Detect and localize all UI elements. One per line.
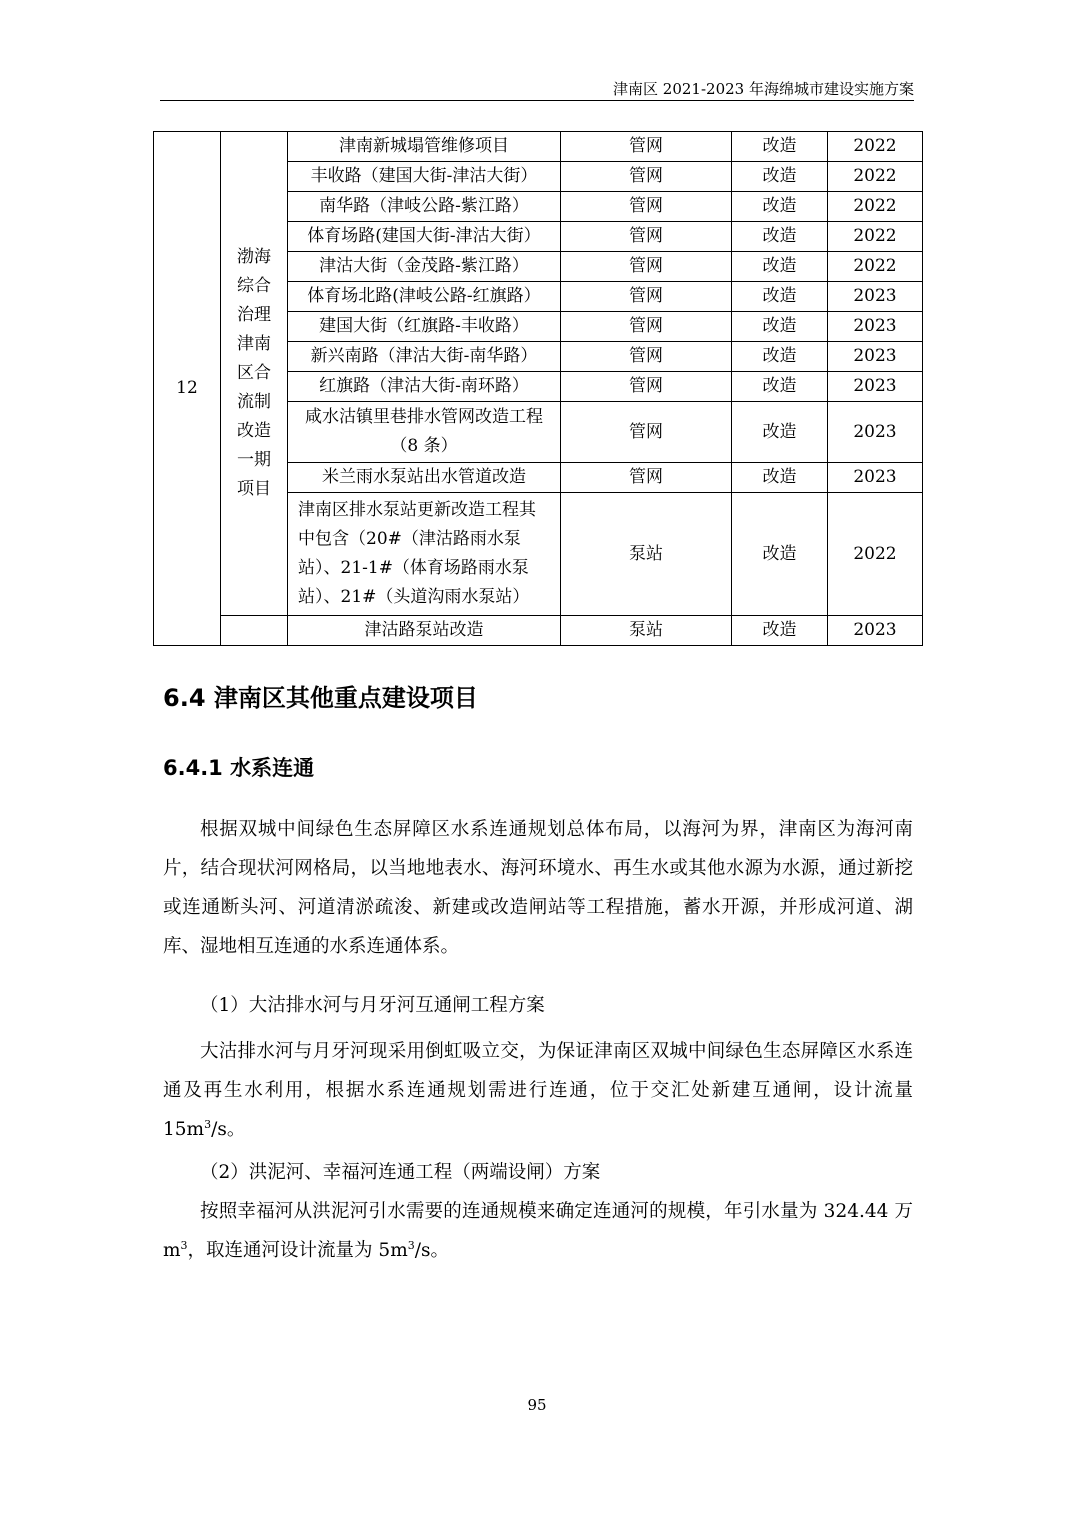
group-name-line: 综合	[237, 276, 271, 296]
group-name-line: 津南	[237, 334, 271, 354]
cell-nature: 改造	[732, 312, 828, 342]
cell-year: 2023	[828, 463, 923, 493]
cell-type: 管网	[561, 132, 732, 162]
cell-name: 体育场路(建国大街-津沽大街）	[288, 222, 561, 252]
superscript: 3	[180, 1238, 188, 1252]
cell-type: 管网	[561, 222, 732, 252]
cell-year: 2023	[828, 616, 923, 646]
cell-year: 2023	[828, 282, 923, 312]
cell-year: 2023	[828, 342, 923, 372]
cell-type: 泵站	[561, 616, 732, 646]
cell-name: 津沽路泵站改造	[288, 616, 561, 646]
cell-type: 管网	[561, 402, 732, 463]
cell-name: 新兴南路（津沽大街-南华路）	[288, 342, 561, 372]
cell-type: 管网	[561, 342, 732, 372]
header-rule	[160, 100, 914, 101]
project-table-body	[154, 132, 923, 646]
cell-type: 泵站	[561, 493, 732, 616]
cell-year: 2022	[828, 192, 923, 222]
cell-name: 津南新城塌管维修项目	[288, 132, 561, 162]
group-name-cell	[221, 132, 288, 616]
cell-year: 2022	[828, 162, 923, 192]
project-table	[153, 131, 923, 646]
cell-type: 管网	[561, 282, 732, 312]
cell-nature: 改造	[732, 342, 828, 372]
cell-nature: 改造	[732, 493, 828, 616]
group-name-line: 改造	[237, 421, 271, 441]
cell-name: 体育场北路(津岐公路-红旗路）	[288, 282, 561, 312]
cell-name: 南华路（津岐公路-紫江路）	[288, 192, 561, 222]
cell-name: 津沽大街（金茂路-紫江路）	[288, 252, 561, 282]
paragraph-item-1: 大沽排水河与月牙河现采用倒虹吸立交，为保证津南区双城中间绿色生态屏障区水系连通及再生水利用，根据水系连通规划需进行连通，位于交汇处新建互通闸，设计流量 $15m^3/s$。	[163, 1041, 913, 1140]
cell-year: 2022	[828, 132, 923, 162]
cell-name: 米兰雨水泵站出水管道改造	[288, 463, 561, 493]
empty-cell	[221, 616, 288, 646]
group-name-line: 一期	[237, 450, 271, 470]
paragraph-water-connection: 根据双城中间绿色生态屏障区水系连通规划总体布局，以海河为界，津南区为海河南片，结合现状河网格局，以当地地表水、海河环境水、再生水或其他水源为水源，通过新挖或连通断头河、河道清淤疏浚、新建或改造闸站等工程措施，蓄水开源，并形成河道、湖库、湿地相互连通的水系连通体系。	[163, 819, 913, 957]
page-number: 95	[527, 1396, 547, 1414]
superscript: 3	[204, 1117, 212, 1131]
group-number-cell: 12	[154, 132, 221, 646]
cell-name: 咸水沽镇里巷排水管网改造工程（8 条）	[288, 402, 561, 463]
cell-year: 2023	[828, 402, 923, 463]
cell-type: 管网	[561, 162, 732, 192]
cell-name: 红旗路（津沽大街-南环路）	[288, 372, 561, 402]
cell-year: 2022	[828, 493, 923, 616]
group-name-line: 流制	[237, 392, 271, 412]
cell-nature: 改造	[732, 192, 828, 222]
cell-type: 管网	[561, 252, 732, 282]
cell-type: 管网	[561, 192, 732, 222]
superscript: 3	[407, 1238, 415, 1252]
cell-nature: 改造	[732, 372, 828, 402]
cell-name: 津南区排水泵站更新改造工程其中包含（20#（津沽路雨水泵站）、21-1#（体育场路雨水泵站）、21#（头道沟雨水泵站）	[288, 493, 561, 616]
running-header: 津南区 2021-2023 年海绵城市建设实施方案	[613, 80, 914, 98]
group-name-line: 治理	[237, 305, 271, 325]
cell-nature: 改造	[732, 282, 828, 312]
cell-type: 管网	[561, 312, 732, 342]
cell-nature: 改造	[732, 402, 828, 463]
cell-type: 管网	[561, 463, 732, 493]
cell-nature: 改造	[732, 132, 828, 162]
table-row	[154, 616, 923, 646]
cell-nature: 改造	[732, 463, 828, 493]
cell-nature: 改造	[732, 252, 828, 282]
item-heading-1: （1）大沽排水河与月牙河互通闸工程方案	[200, 995, 545, 1016]
cell-nature: 改造	[732, 616, 828, 646]
cell-nature: 改造	[732, 162, 828, 192]
cell-name: 建国大街（红旗路-丰收路）	[288, 312, 561, 342]
cell-year: 2022	[828, 252, 923, 282]
cell-year: 2022	[828, 222, 923, 252]
paragraph-item-2: 按照幸福河从洪泥河引水需要的连通规模来确定连通河的规模，年引水量为 324.44 万 $m^3$，取连通河设计流量为 $5m^3/s$。	[163, 1201, 913, 1261]
section-heading: 6.4 津南区其他重点建设项目	[163, 684, 478, 712]
group-name-line: 项目	[237, 479, 271, 499]
cell-nature: 改造	[732, 222, 828, 252]
group-name-line: 区合	[237, 363, 271, 383]
table-row	[154, 132, 923, 162]
group-name-line: 渤海	[237, 247, 271, 267]
cell-year: 2023	[828, 372, 923, 402]
cell-year: 2023	[828, 312, 923, 342]
subsection-heading: 6.4.1 水系连通	[163, 756, 315, 780]
item-heading-2: （2）洪泥河、幸福河连通工程（两端设闸）方案	[200, 1162, 601, 1183]
cell-name: 丰收路（建国大街-津沽大街）	[288, 162, 561, 192]
cell-type: 管网	[561, 372, 732, 402]
